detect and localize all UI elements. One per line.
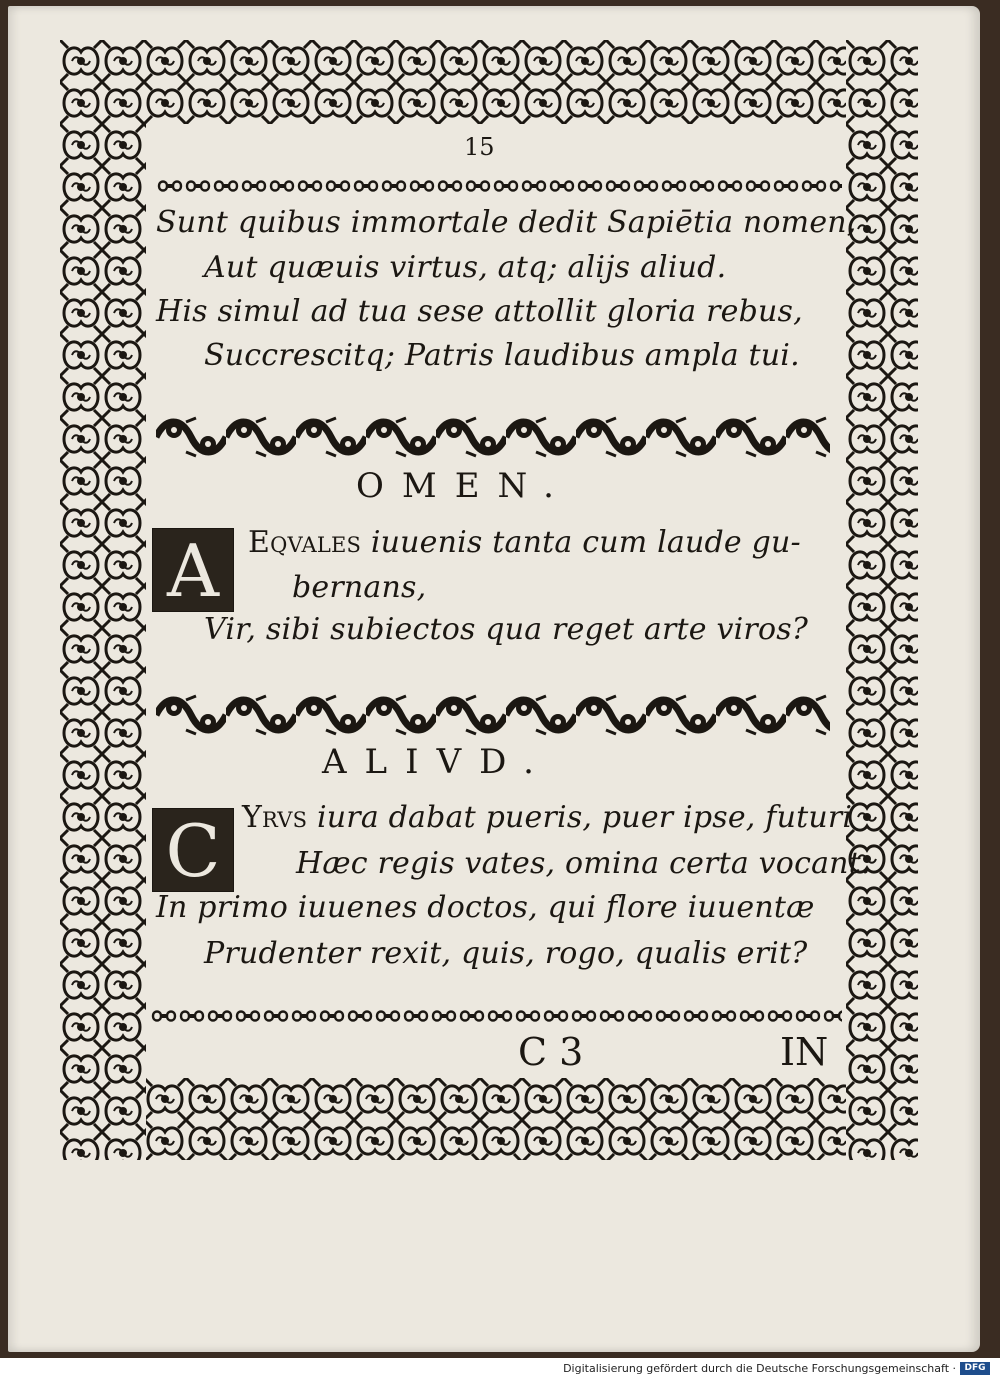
aliud-line-1-rest: iura dabat pueris, puer ipse, futuri bbox=[307, 800, 853, 835]
aliud-line-3: In primo iuuenes doctos, qui flore iuuentæ bbox=[156, 890, 815, 925]
ornamental-border-top bbox=[60, 40, 908, 124]
omen-line-2: bernans, bbox=[292, 570, 427, 605]
ornamental-border-right bbox=[846, 40, 918, 1160]
verse-line-1: Sunt quibus immortale dedit Sapiētia nomen, bbox=[156, 205, 857, 240]
omen-line-1 bbox=[248, 525, 801, 560]
digitization-credit: Digitalisierung gefördert durch die Deutsche Forschungsgemeinschaft · bbox=[563, 1362, 956, 1375]
woodcut-frieze-1 bbox=[156, 412, 830, 466]
heading-aliud: ALIVD. bbox=[322, 742, 552, 782]
ornamental-border-bottom bbox=[60, 1078, 908, 1160]
initial-letter-c: C bbox=[165, 809, 221, 893]
initial-letter-a: A bbox=[167, 529, 219, 613]
aliud-line-1 bbox=[242, 800, 852, 835]
aliud-line-1-smallcaps: Yrvs bbox=[242, 800, 308, 835]
ornamental-border-left bbox=[60, 40, 146, 1160]
fleuron-rule-bottom bbox=[150, 1008, 842, 1028]
catchword: IN bbox=[780, 1030, 829, 1074]
dfg-logo-icon: DFG bbox=[960, 1362, 990, 1375]
omen-line-1-rest: iuuenis tanta cum laude gu- bbox=[361, 525, 801, 560]
aliud-line-2: Hæc regis vates, omina certa vocant. bbox=[296, 846, 871, 881]
verse-line-2: Aut quæuis virtus, atq; alijs aliud. bbox=[204, 250, 727, 285]
decorated-initial-c bbox=[152, 808, 234, 892]
page-number: 15 bbox=[464, 133, 495, 161]
fleuron-rule-top bbox=[156, 178, 842, 198]
omen-line-1-smallcaps: Eqvales bbox=[248, 525, 362, 560]
verse-line-4: Succrescitq; Patris laudibus ampla tui. bbox=[204, 338, 800, 373]
woodcut-frieze-2 bbox=[156, 690, 830, 740]
aliud-line-4: Prudenter rexit, quis, rogo, qualis erit? bbox=[204, 936, 808, 971]
omen-line-3: Vir, sibi subiectos qua reget arte viros? bbox=[204, 612, 809, 647]
heading-omen: OMEN. bbox=[356, 466, 572, 506]
decorated-initial-a bbox=[152, 528, 234, 612]
signature-mark: C 3 bbox=[518, 1030, 584, 1074]
verse-line-3: His simul ad tua sese attollit gloria rebus, bbox=[156, 294, 803, 329]
